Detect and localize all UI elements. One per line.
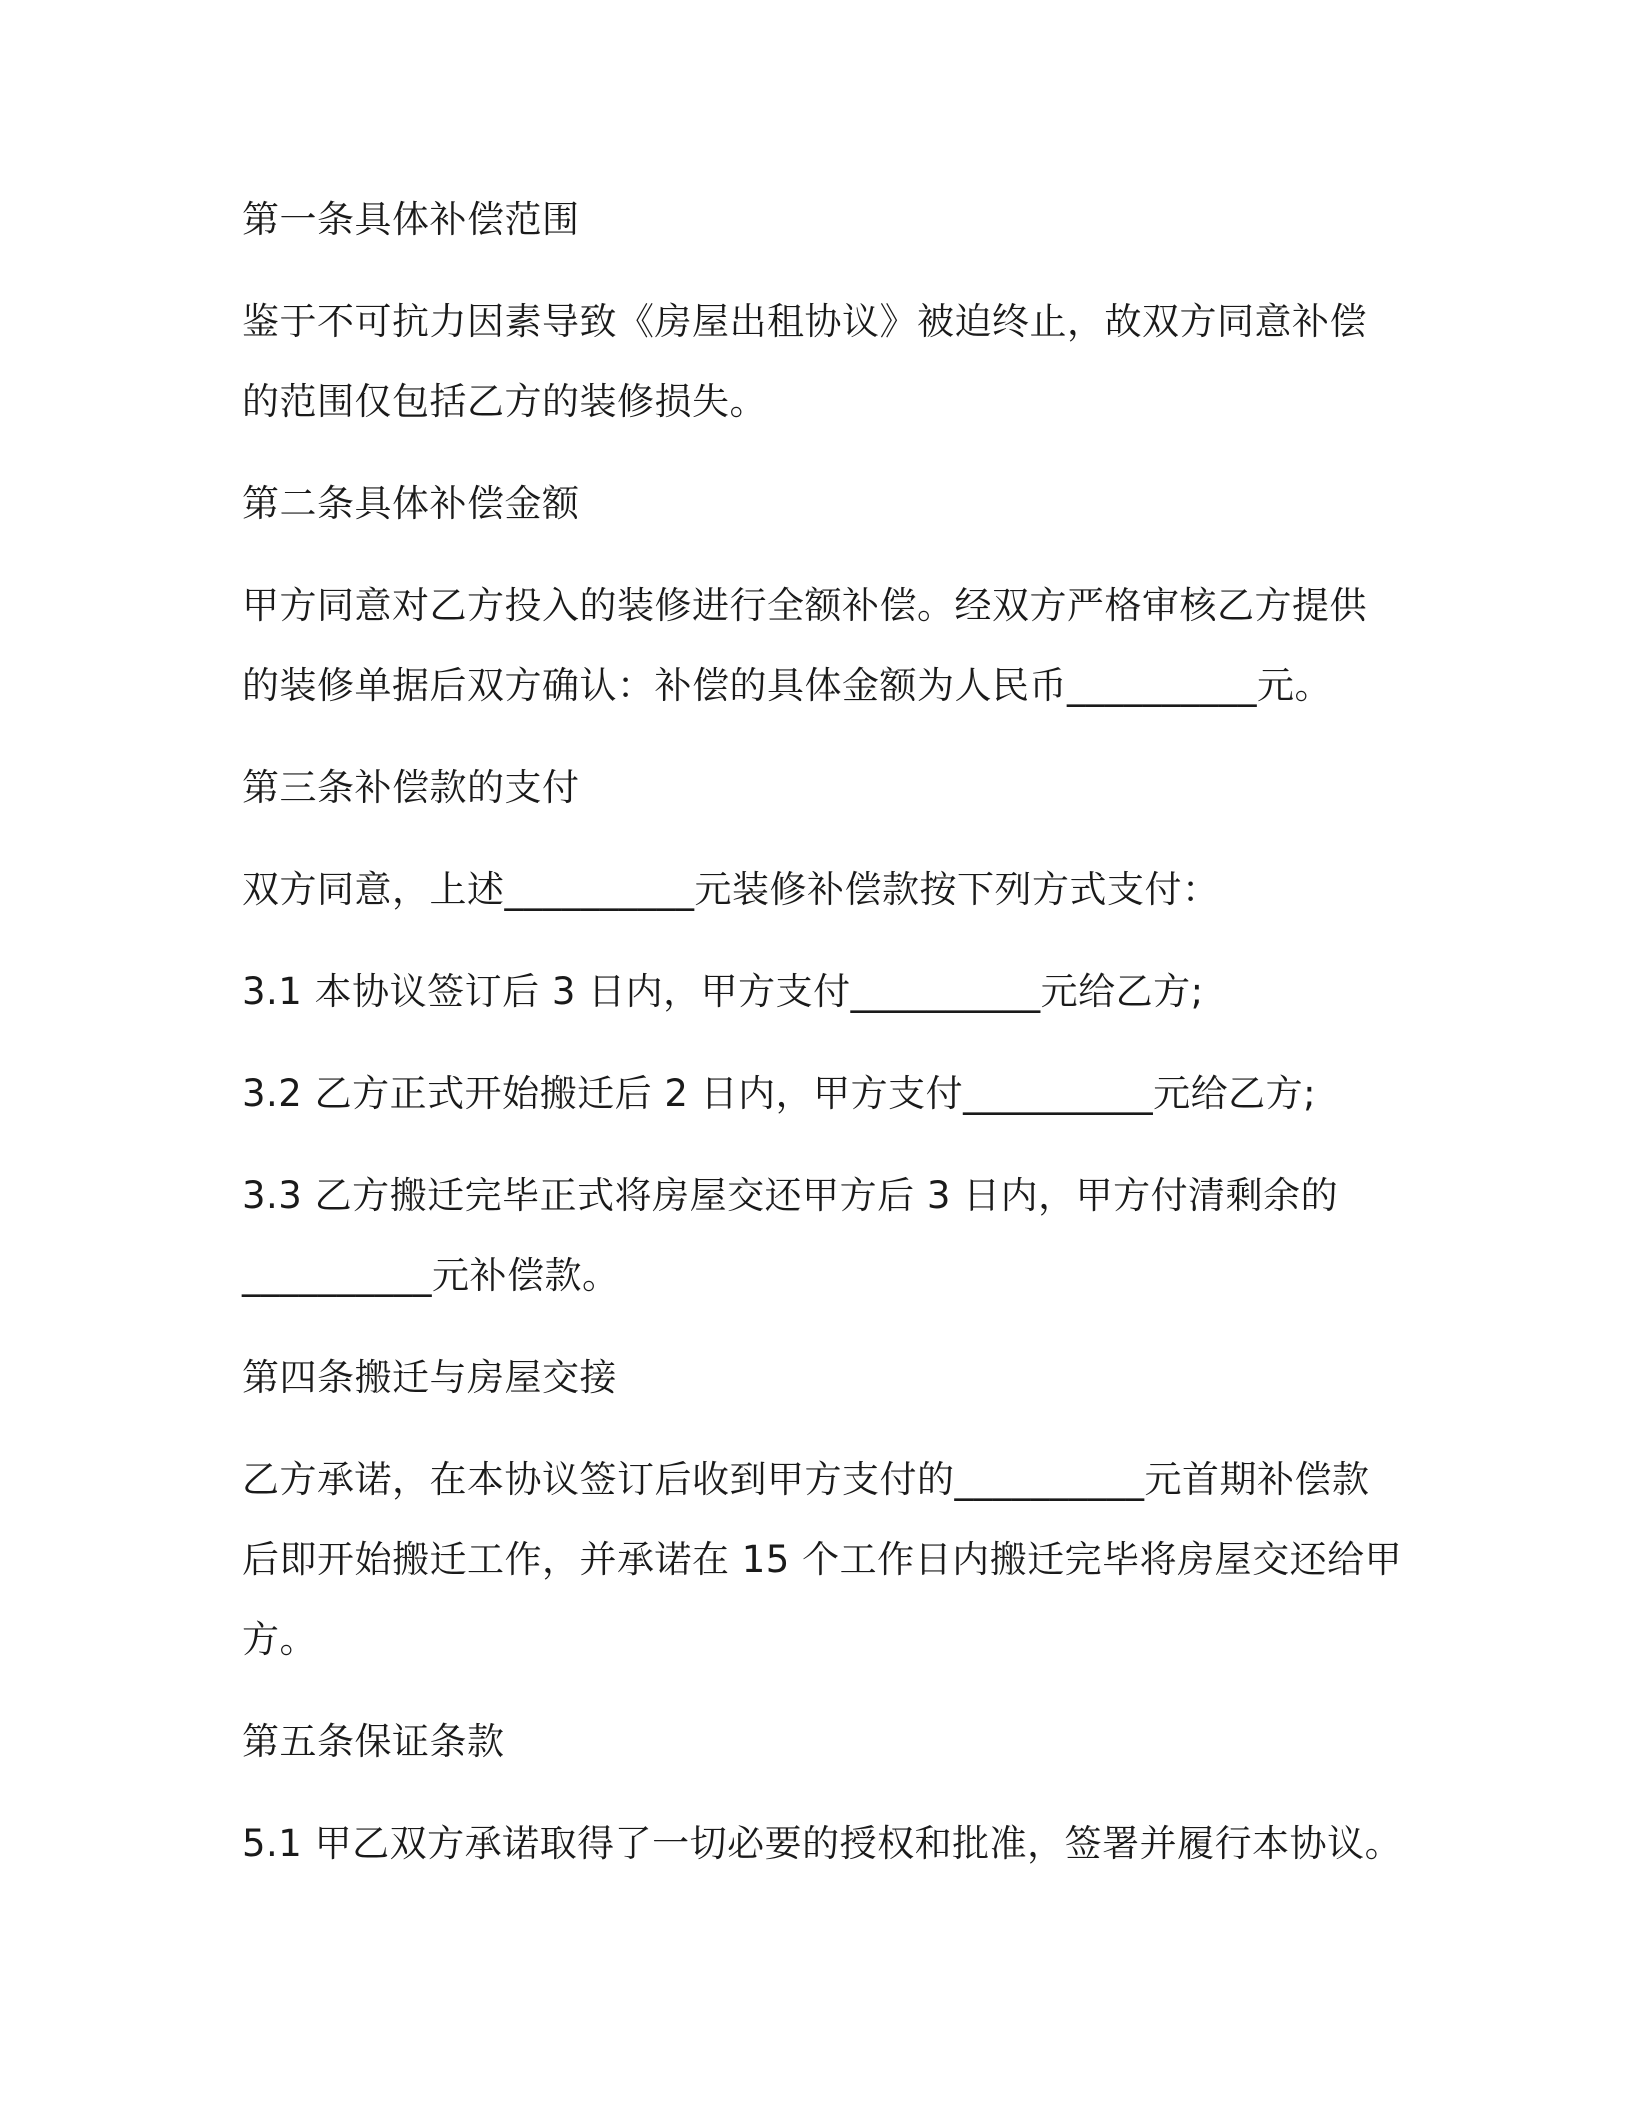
article-1-heading: 第一条具体补偿范围 [242, 198, 580, 241]
article-2-text-line-1: 甲方同意对乙方投入的装修进行全额补偿。经双方严格审核乙方提供 [242, 584, 1367, 627]
article-5-item-1: 5.1 甲乙双方承诺取得了一切必要的授权和批准，签署并履行本协议。 [242, 1822, 1403, 1865]
article-2-text-line-2: 的装修单据后双方确认：补偿的具体金额为人民币__________元。 [242, 664, 1332, 707]
article-4-text-line-2: 后即开始搬迁工作，并承诺在 15 个工作日内搬迁完毕将房屋交还给甲 [242, 1538, 1403, 1581]
document-content [242, 180, 1412, 1884]
article-3-item-3-line-2: __________元补偿款。 [242, 1254, 620, 1297]
article-5-heading: 第五条保证条款 [242, 1720, 505, 1763]
article-1-text-line-2: 的范围仅包括乙方的装修损失。 [242, 380, 767, 423]
article-4-heading: 第四条搬迁与房屋交接 [242, 1356, 617, 1399]
article-4-text-line-3: 方。 [242, 1618, 317, 1661]
article-4-text-line-1: 乙方承诺，在本协议签订后收到甲方支付的__________元首期补偿款 [242, 1458, 1370, 1501]
article-3-item-1: 3.1 本协议签订后 3 日内，甲方支付__________元给乙方; [242, 970, 1204, 1013]
article-3-item-3-line-1: 3.3 乙方搬迁完毕正式将房屋交还甲方后 3 日内，甲方付清剩余的 [242, 1174, 1339, 1217]
article-1-text-line-1: 鉴于不可抗力因素导致《房屋出租协议》被迫终止，故双方同意补偿 [242, 300, 1367, 343]
article-3-item-2: 3.2 乙方正式开始搬迁后 2 日内，甲方支付__________元给乙方; [242, 1072, 1317, 1115]
article-3-heading: 第三条补偿款的支付 [242, 766, 580, 809]
article-2-heading: 第二条具体补偿金额 [242, 482, 580, 525]
article-3-intro: 双方同意，上述__________元装修补偿款按下列方式支付： [242, 868, 1220, 911]
